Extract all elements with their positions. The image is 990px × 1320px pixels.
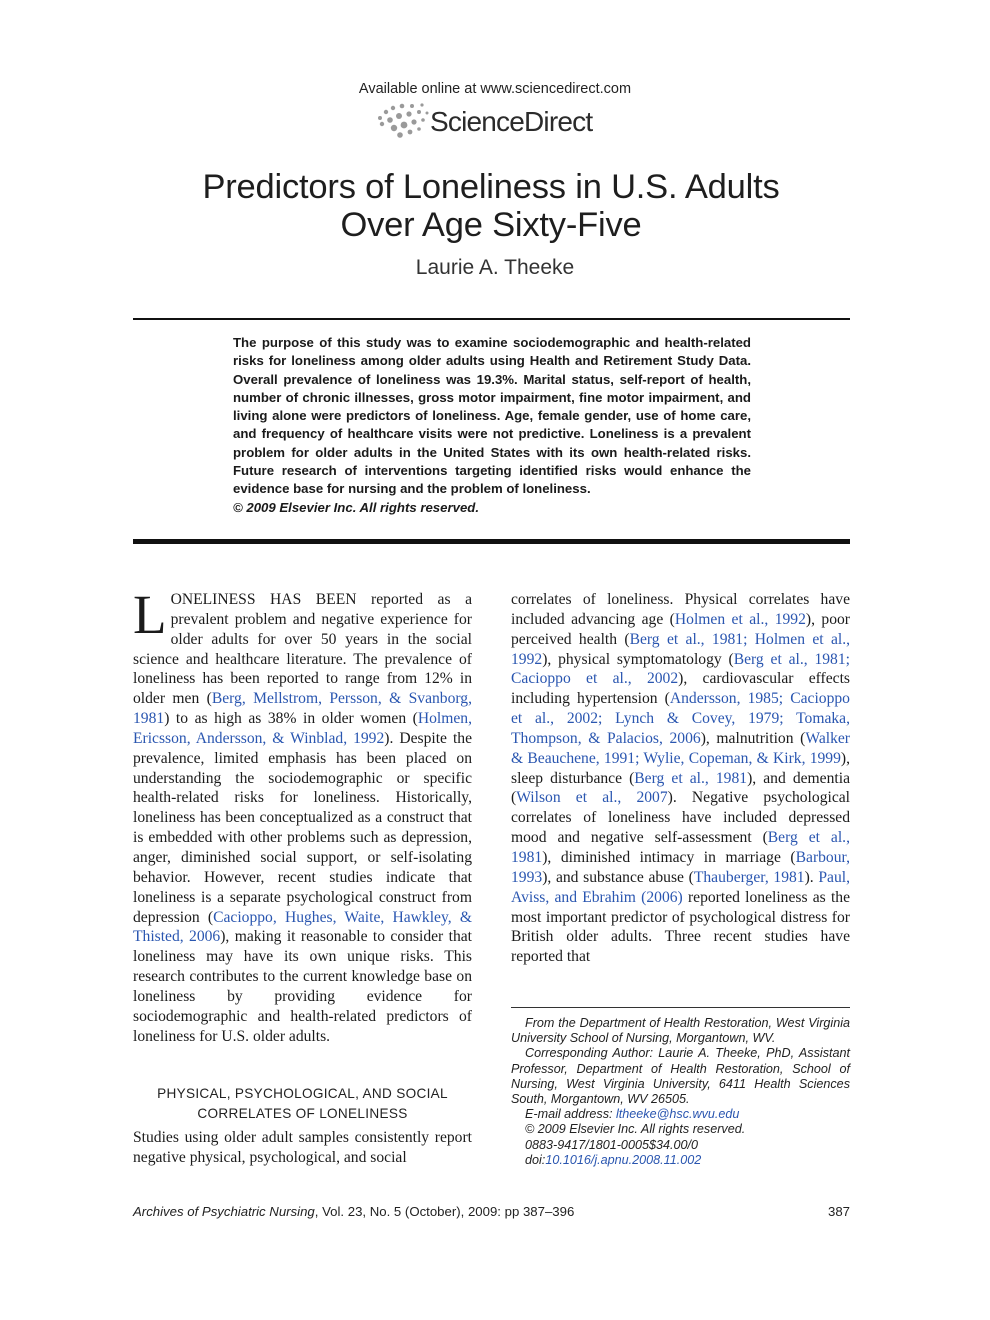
- abstract-text: The purpose of this study was to examine sociodemographic and health-related risks for loneliness among older adults using Health and Retirement Study Data. Overall prevalence of loneliness was 19.3%. Marital status, self-report of health, number of chronic illnesses, gross motor impairment, fine motor impairment, and living alone were predictors of loneliness. Age, female gender, use of home care, and frequency of healthcare visits were not predictive. Loneliness is a prevalent problem for older adults in the United States with its own health-related risks. Future research of interventions targeting identified risks would enhance the evidence base for nursing and the problem of loneliness.: [233, 335, 751, 497]
- author-footnote: [511, 1016, 850, 1168]
- body-text: ) to as high as 38% in older women (: [164, 710, 418, 728]
- body-text: correlates of loneliness. Physical correlates have included advancing age (: [511, 591, 850, 628]
- footnote-copyright: © 2009 Elsevier Inc. All rights reserved.: [525, 1122, 746, 1137]
- body-text: ), malnutrition (: [700, 729, 806, 747]
- logo-wordmark: ScienceDirect: [430, 106, 593, 137]
- citation-link[interactable]: Berg et al., 1981: [634, 769, 748, 787]
- sciencedirect-dots-icon: [372, 100, 430, 144]
- citation-link[interactable]: Andersson, 1985; Cacioppo et al., 2002; Lynch & Covey, 1979; Tomaka, Thompson, & Palacios, 2006: [511, 690, 850, 747]
- body-text: ). Negative psychological correlates of loneliness have included depressed mood and negative self-assessment (: [511, 789, 850, 847]
- citation-link[interactable]: Wilson et al., 2007: [516, 789, 668, 807]
- body-column-right: [511, 590, 850, 967]
- email-label: E-mail address:: [525, 1107, 616, 1122]
- body-text: ). Despite the prevalence, limited emphasis has been placed on understanding the sociodemographic or specific health-related risks for loneliness. Historically, loneliness has been conceptualized as a construct that is embedded with other problems such as depression, anger, diminished social support, or self-isolating behavior. However, recent studies indicate that loneliness is a separate psychological construct from depression (: [133, 729, 472, 926]
- sciencedirect-logo[interactable]: [372, 100, 622, 144]
- email-line: [511, 1107, 850, 1122]
- citation-link[interactable]: Berg et al., 1981; Cacioppo et al., 2002: [511, 650, 850, 688]
- intro-caps: ONELINESS HAS BEEN: [170, 591, 357, 608]
- citation-link[interactable]: Walker & Beauchene, 1991; Wylie, Copeman, & Kirk, 1999: [511, 729, 850, 767]
- citation-link[interactable]: Holmen, Ericsson, Andersson, & Winblad, 1992: [133, 710, 472, 747]
- body-text: ), poor perceived health (: [511, 610, 850, 648]
- citation-link[interactable]: Paul, Aviss, and Ebrahim (2006): [511, 868, 850, 906]
- body-column-left-section: [133, 1128, 472, 1168]
- body-text: ), and substance abuse (: [542, 868, 694, 886]
- section-heading: [133, 1084, 472, 1123]
- drop-cap: L: [133, 584, 167, 645]
- body-text: Studies using older adult samples consistently report negative physical, psychological, and social: [133, 1129, 472, 1166]
- available-online-text: Available online at www.sciencedirect.com: [358, 81, 632, 97]
- bottom-rule: [133, 539, 850, 544]
- email-link[interactable]: ltheeke@hsc.wvu.edu: [616, 1107, 740, 1122]
- citation-link[interactable]: Holmen et al., 1992: [674, 610, 806, 628]
- body-text: ).: [804, 868, 819, 886]
- body-text: ), making it reasonable to consider that loneliness may have its own unique risks. This research contributes to the current knowledge base on loneliness by providing evidence for sociodemographic and health-related predictors of loneliness for U.S. older adults.: [133, 928, 472, 1045]
- doi-line: [511, 1153, 850, 1168]
- citation-link[interactable]: Berg, Mellstrom, Persson, & Svanborg, 1981: [133, 690, 472, 728]
- journal-citation: [133, 1204, 574, 1219]
- affiliation-text: From the Department of Health Restoration, West Virginia University School of Nursing, Morgantown, WV.: [511, 1016, 850, 1046]
- citation-link[interactable]: Berg et al., 1981: [511, 829, 850, 866]
- author-name: Laurie A. Theeke: [415, 256, 575, 279]
- body-text: ), cardiovascular effects including hypertension (: [511, 670, 850, 708]
- abstract: [233, 334, 751, 517]
- section-heading-line-2: CORRELATES OF LONELINESS: [197, 1105, 408, 1121]
- body-text: reported as a prevalent problem and negative experience for older adults for over 50 years in the social science and healthcare literature. The prevalence of loneliness has been reported to range from 12% in older men (: [133, 591, 472, 708]
- issn-text: 0883-9417/1801-0005$34.00/0: [525, 1137, 698, 1152]
- doi-label: doi:: [525, 1152, 546, 1167]
- title-line-2: Over Age Sixty-Five: [340, 206, 642, 244]
- citation-link[interactable]: Cacioppo, Hughes, Waite, Hawkley, & Thisted, 2006: [133, 908, 472, 946]
- top-rule: [133, 318, 850, 320]
- doi-link[interactable]: 10.1016/j.apnu.2008.11.002: [545, 1152, 702, 1167]
- page-number: 387: [827, 1204, 850, 1219]
- section-heading-line-1: PHYSICAL, PSYCHOLOGICAL, AND SOCIAL: [157, 1086, 448, 1101]
- footnote-rule: [511, 1007, 850, 1008]
- abstract-copyright: © 2009 Elsevier Inc. All rights reserved.: [233, 499, 479, 515]
- article-title: [120, 168, 862, 244]
- journal-details: , Vol. 23, No. 5 (October), 2009: pp 387–396: [314, 1204, 575, 1219]
- citation-link[interactable]: Thauberger, 1981: [693, 868, 805, 886]
- journal-name: Archives of Psychiatric Nursing: [133, 1204, 315, 1219]
- title-line-1: Predictors of Loneliness in U.S. Adults: [202, 168, 780, 206]
- body-text: ), and dementia (: [511, 769, 850, 807]
- corresponding-author-text: Corresponding Author: Laurie A. Theeke, PhD, Assistant Professor, Department of Health Restoration, School of Nursing, West Virginia University, 6411 Health Sciences South, Morgantown, WV 26505.: [511, 1046, 850, 1107]
- body-text: ), diminished intimacy in marriage (: [542, 848, 796, 866]
- body-text: ), physical symptomatology (: [542, 650, 734, 668]
- body-column-left: [133, 584, 472, 1046]
- citation-link[interactable]: Barbour, 1993: [511, 848, 850, 886]
- citation-link[interactable]: Berg et al., 1981; Holmen et al., 1992: [511, 630, 850, 668]
- body-text: reported loneliness as the most important predictor of psychological distress for British older adults. Three recent studies have reported that: [511, 888, 850, 966]
- body-text: ), sleep disturbance (: [511, 749, 850, 787]
